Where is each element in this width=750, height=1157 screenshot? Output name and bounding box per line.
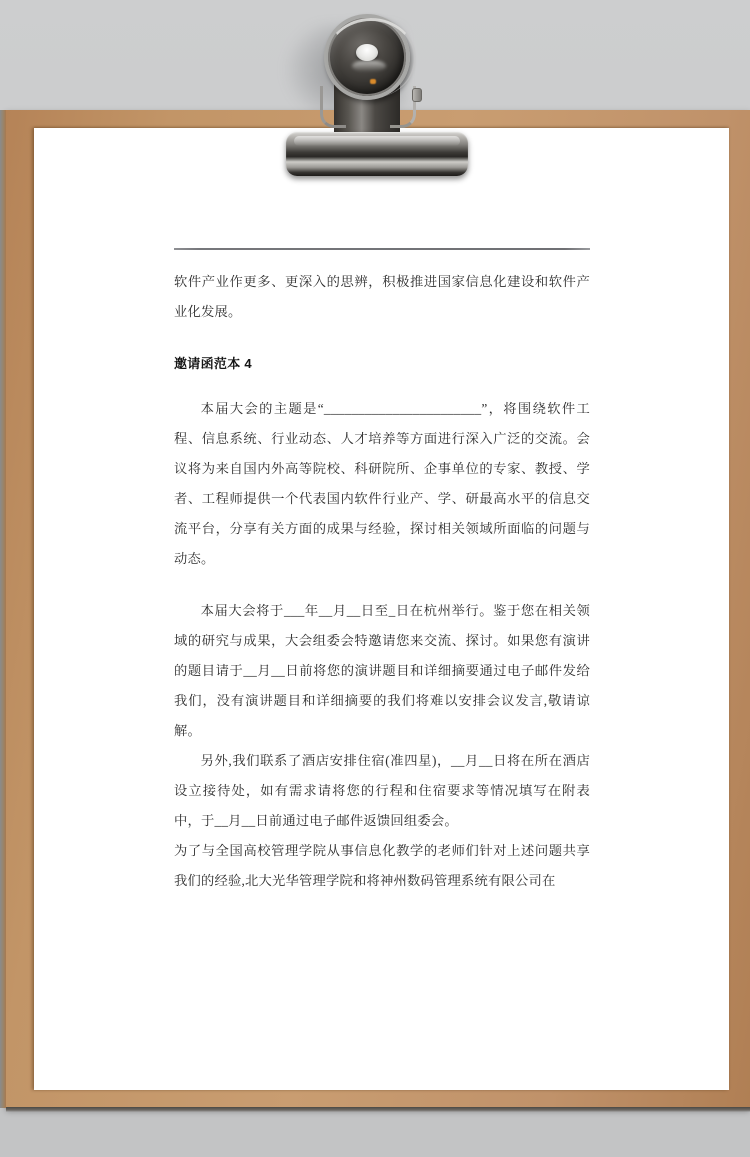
clip-disc-hole xyxy=(356,44,378,61)
document-content xyxy=(174,248,590,896)
clip-bar-highlight xyxy=(294,136,460,146)
section-heading-invitation-sample-4: 邀请函范本 4 xyxy=(174,356,252,371)
bulldog-clip[interactable] xyxy=(278,14,478,176)
paragraph-collaboration: 为了与全国高校管理学院从事信息化教学的老师们针对上述问题共享我们的经验,北大光华管理学院和将神州数码管理系统有限公司在 xyxy=(174,843,590,888)
paragraph-conference-theme: 本届大会的主题是“_______________________”，将围绕软件工程、信息系统、行业动态、人才培养等方面进行深入广泛的交流。会议将为来自国内外高等院校、科研院所、企事单位的专家、教授、学者、工程师提供一个代表国内软件行业产、学、研最高水平的信息交流平台，分享有关方面的成果与经验，探讨相关领域所面临的问题与动态。 xyxy=(174,401,590,566)
clip-pivot-screw-icon xyxy=(412,88,422,102)
clipboard-board xyxy=(6,110,750,1108)
paragraph-continuation: 软件产业作更多、更深入的思辨，积极推进国家信息化建设和软件产业化发展。 xyxy=(174,274,590,319)
paper-sheet xyxy=(34,128,729,1090)
paragraph-hotel-arrangement: 另外,我们联系了酒店安排住宿(准四星)，__月__日将在所在酒店设立接待处，如有需求请将您的行程和住宿要求等情况填写在附表中，于__月__日前通过电子邮件返馈回组委会。 xyxy=(174,753,590,828)
paragraph-spacer-1 xyxy=(174,574,590,596)
clip-spark-highlight xyxy=(370,79,376,84)
paragraph-conference-schedule: 本届大会将于___年__月__日至_日在杭州举行。鉴于您在相关领域的研究与成果，大会组委会特邀请您来交流、探讨。如果您有演讲的题目请于__月__日前将您的演讲题目和详细摘要通过电子邮件发给我们，没有演讲题目和详细摘要的我们将难以安排会议发言,敬请谅解。 xyxy=(174,603,590,738)
horizontal-rule-divider xyxy=(174,248,590,250)
clip-disc-gleam xyxy=(352,60,386,72)
clipboard-left-edge xyxy=(0,110,6,1108)
